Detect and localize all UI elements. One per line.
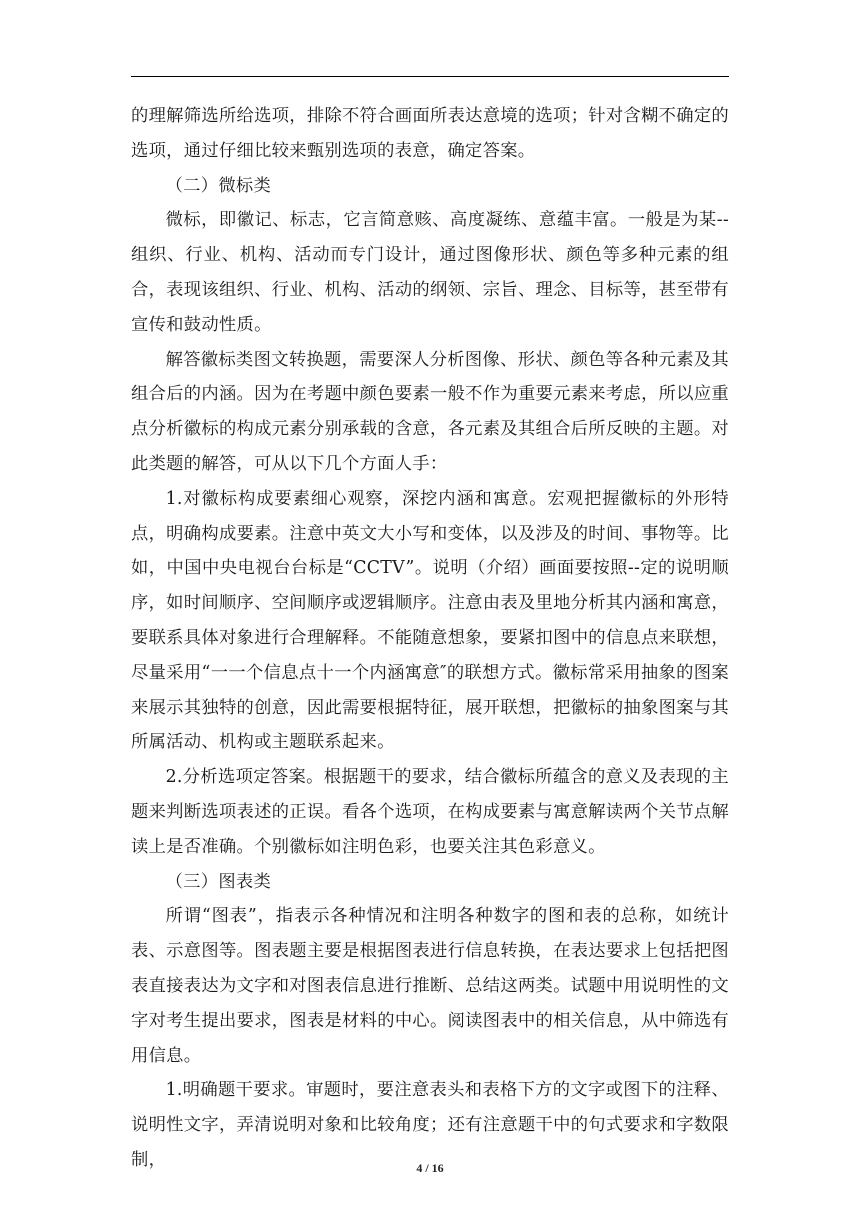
paragraph: 的理解筛选所给选项，排除不符合画面所表达意境的选项；针对含糊不确定的选项，通过仔细比较来甄别选项的表意，确定答案。 — [131, 106, 729, 161]
paragraph: 1.对徽标构成要素细心观察，深挖内涵和寓意。宏观把握徽标的外形特点，明确构成要素。注意中英文大小写和变体，以及涉及的时间、事物等。比如，中国中央电视台台标是“CCTV”。说明（介绍）画面要按照--定的说明顺序，如时间顺序、空间顺序或逻辑顺序。注意由表及里地分析其内涵和寓意，要联系具体对象进行合理解释。不能随意想象，要紧扣图中的信息点来联想，尽量采用“一一个信息点十一个内涵寓意″的联想方式。徽标常采用抽象的图案来展示其独特的创意，因此需要根据特征，展开联想，把徽标的抽象图案与其所属活动、机构或主题联系起来。 — [131, 488, 729, 753]
paragraph: 1.明确题干要求。审题时，要注意表头和表格下方的文字或图下的注释、说明性文字，弄清说明对象和比较角度；还有注意题干中的句式要求和字数限制， — [131, 1080, 729, 1170]
page-number: 4 / 16 — [416, 1161, 444, 1175]
paragraph: 2.分析选项定答案。根据题干的要求，结合徽标所蕴含的意义及表现的主题来判断选项表述的正误。看各个选项，在构成要素与寓意解读两个关节点解读上是否准确。个别徽标如注明色彩，也要关注其色彩意义。 — [131, 767, 729, 857]
section-heading: （三）图表类 — [165, 871, 272, 892]
section-heading: （二）微标类 — [165, 175, 272, 196]
paragraph: 微标，即徽记、标志，它言简意赅、高度凝练、意蕴丰富。一般是为某--组织、行业、机构、活动而专门设计，通过图像形状、颜色等多种元素的组合，表现该组织、行业、机构、活动的纲领、宗旨、理念、目标等，甚至带有宣传和鼓动性质。 — [131, 210, 729, 335]
paragraph: 所谓“图表”，指表示各种情况和注明各种数字的图和表的总称，如统计表、示意图等。图表题主要是根据图表进行信息转换，在表达要求上包括把图表直接表达为文字和对图表信息进行推断、总结这两类。试题中用说明性的文字对考生提出要求，图表是材料的中心。阅读图表中的相关信息，从中筛选有用信息。 — [131, 906, 729, 1066]
document-body — [131, 99, 729, 1178]
paragraph: 解答徽标类图文转换题，需要深人分析图像、形状、颜色等各种元素及其组合后的内涵。因为在考题中颜色要素一般不作为重要元素来考虑，所以应重点分析徽标的构成元素分别承载的含意，各元素及其组合后所反映的主题。对此类题的解答，可从以下几个方面人手： — [131, 349, 729, 474]
header-rule — [131, 76, 729, 77]
